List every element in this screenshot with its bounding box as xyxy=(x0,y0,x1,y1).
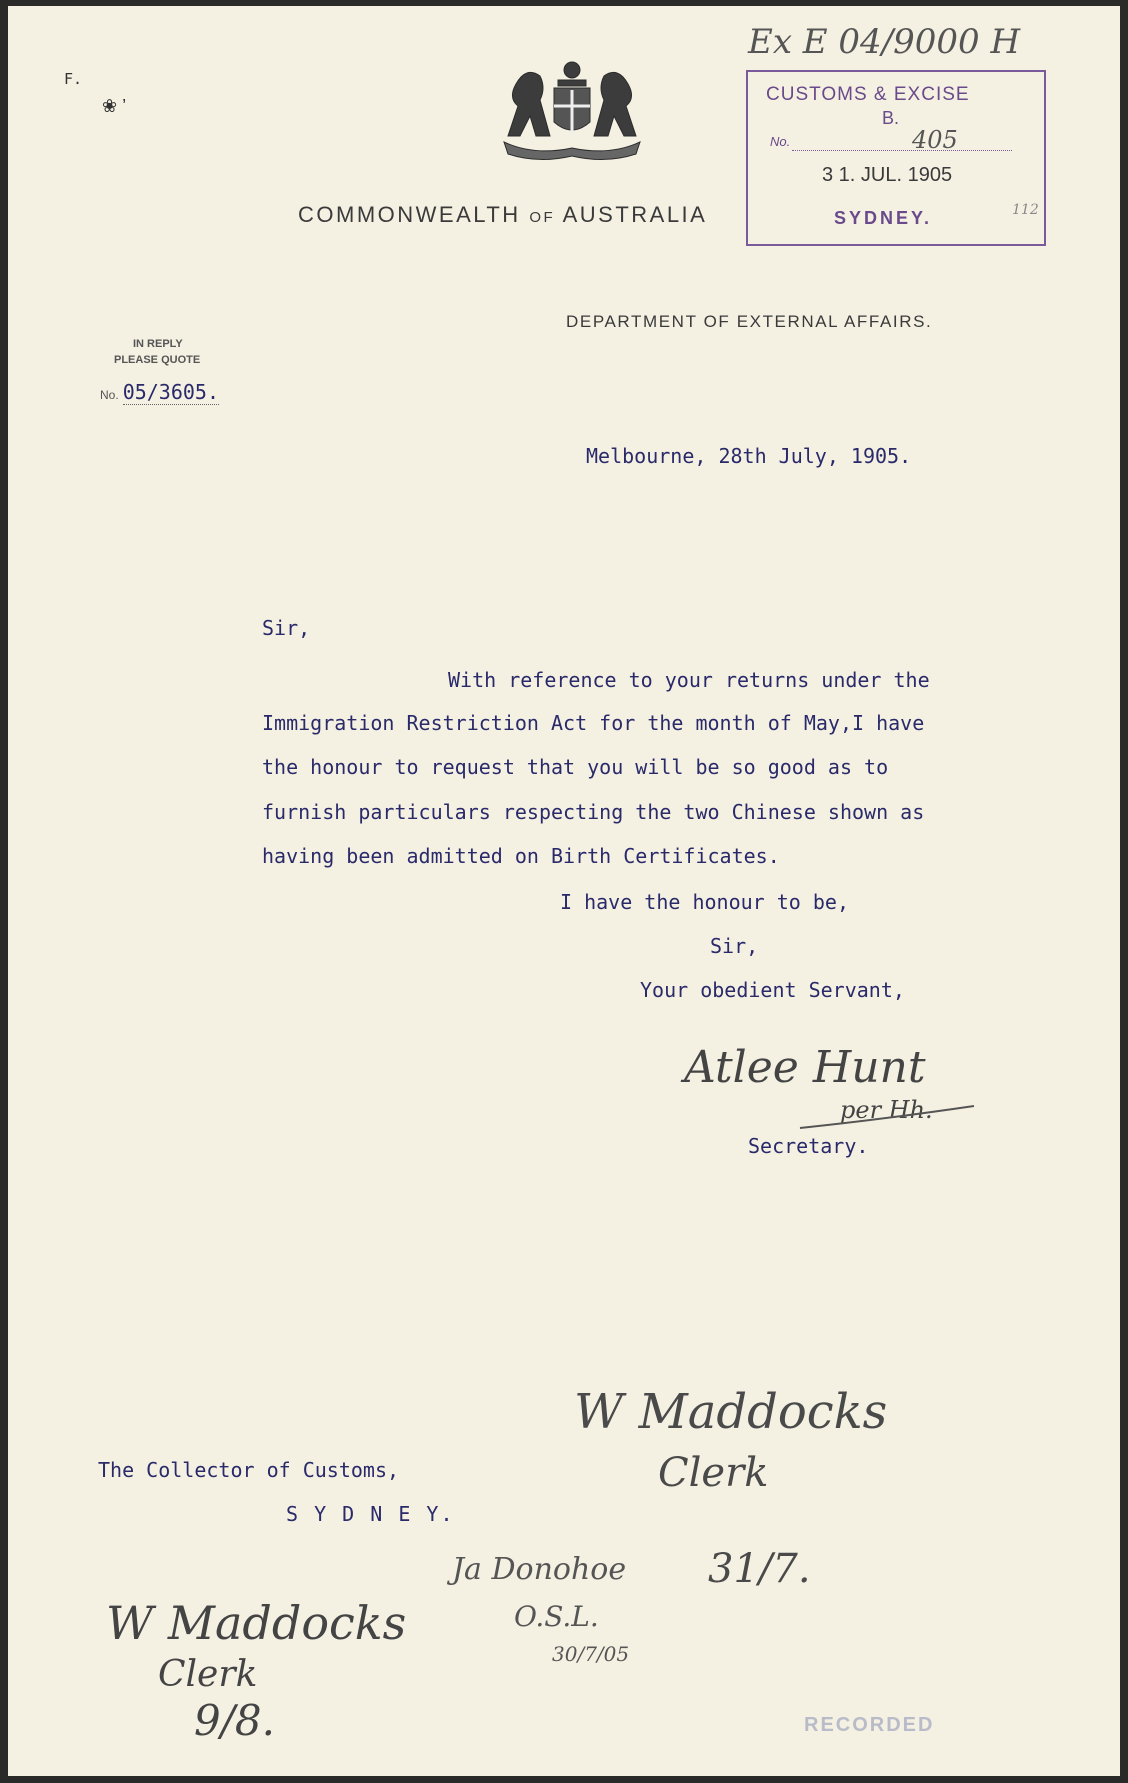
reply-number: 05/3605. xyxy=(122,380,220,404)
signature-flourish xyxy=(798,1102,978,1132)
stamp-corner-mark: 112 xyxy=(1012,202,1039,218)
annotation-maddocks-1: W Maddocks xyxy=(574,1384,888,1440)
stamp-handwritten-ref: Ex E 04/9000 H xyxy=(748,22,1021,62)
stamp-date: 3 1. JUL. 1905 xyxy=(822,164,953,186)
stamp-title: CUSTOMS & EXCISE xyxy=(766,84,970,105)
letter-page xyxy=(8,6,1120,1776)
addressee-line-1: The Collector of Customs, xyxy=(98,1458,400,1482)
salutation: Sir, xyxy=(262,616,311,640)
closing-line-1: I have the honour to be, xyxy=(560,890,849,914)
annotation-maddocks-2-sub: Clerk xyxy=(158,1654,258,1695)
margin-mark: F. xyxy=(64,70,83,88)
australia-word: AUSTRALIA xyxy=(562,202,708,227)
date-line: Melbourne, 28th July, 1905. xyxy=(586,444,912,468)
closing-line-2: Sir, xyxy=(710,934,759,958)
annotation-donohoe: Ja Donohoe xyxy=(452,1552,627,1587)
signature-initials: per Hh. xyxy=(840,1096,933,1124)
reply-number-row xyxy=(100,380,219,404)
body-line-5: having been admitted on Birth Certificates. xyxy=(262,844,780,868)
addressee-line-2: S Y D N E Y. xyxy=(286,1502,455,1526)
customs-stamp xyxy=(746,70,1046,246)
body-line-1: With reference to your returns under the xyxy=(448,668,930,692)
closing-line-3: Your obedient Servant, xyxy=(640,978,905,1002)
commonwealth-heading xyxy=(298,202,707,228)
coat-of-arms-icon xyxy=(496,54,648,162)
department-heading: DEPARTMENT OF EXTERNAL AFFAIRS. xyxy=(566,312,933,331)
body-line-3: the honour to request that you will be so good as to xyxy=(262,755,889,779)
reply-line-2: PLEASE QUOTE xyxy=(114,354,201,366)
of-word: OF xyxy=(529,209,556,226)
stamp-branch: B. xyxy=(882,108,900,128)
annotation-maddocks-2: W Maddocks xyxy=(106,1596,407,1650)
margin-ticks: ❀ ’ xyxy=(102,96,127,116)
annotation-maddocks-2-date: 9/8. xyxy=(194,1696,275,1745)
annotation-maddocks-1-sub: Clerk xyxy=(658,1450,769,1496)
stamp-no-underline xyxy=(792,150,1012,151)
body-line-2: Immigration Restriction Act for the month of May,I have xyxy=(262,711,925,735)
stamp-place: SYDNEY. xyxy=(834,208,933,228)
annotation-donohoe-sub: O.S.L. xyxy=(514,1600,599,1633)
annotation-donohoe-date: 30/7/05 xyxy=(552,1642,630,1666)
recorded-stamp: RECORDED xyxy=(804,1714,935,1736)
annotation-maddocks-1-date: 31/7. xyxy=(708,1546,811,1592)
reply-no-label: No. xyxy=(100,388,119,402)
signatory-title: Secretary. xyxy=(748,1134,869,1158)
commonwealth-word: COMMONWEALTH xyxy=(298,202,521,227)
bleed-through xyxy=(308,1156,327,1226)
stamp-no-value: 405 xyxy=(912,126,958,154)
body-line-4: furnish particulars respecting the two Chinese shown as xyxy=(262,800,925,824)
stamp-no-label: No. xyxy=(770,134,791,149)
signature: Atlee Hunt xyxy=(684,1042,926,1093)
reply-line-1: IN REPLY xyxy=(133,338,183,350)
